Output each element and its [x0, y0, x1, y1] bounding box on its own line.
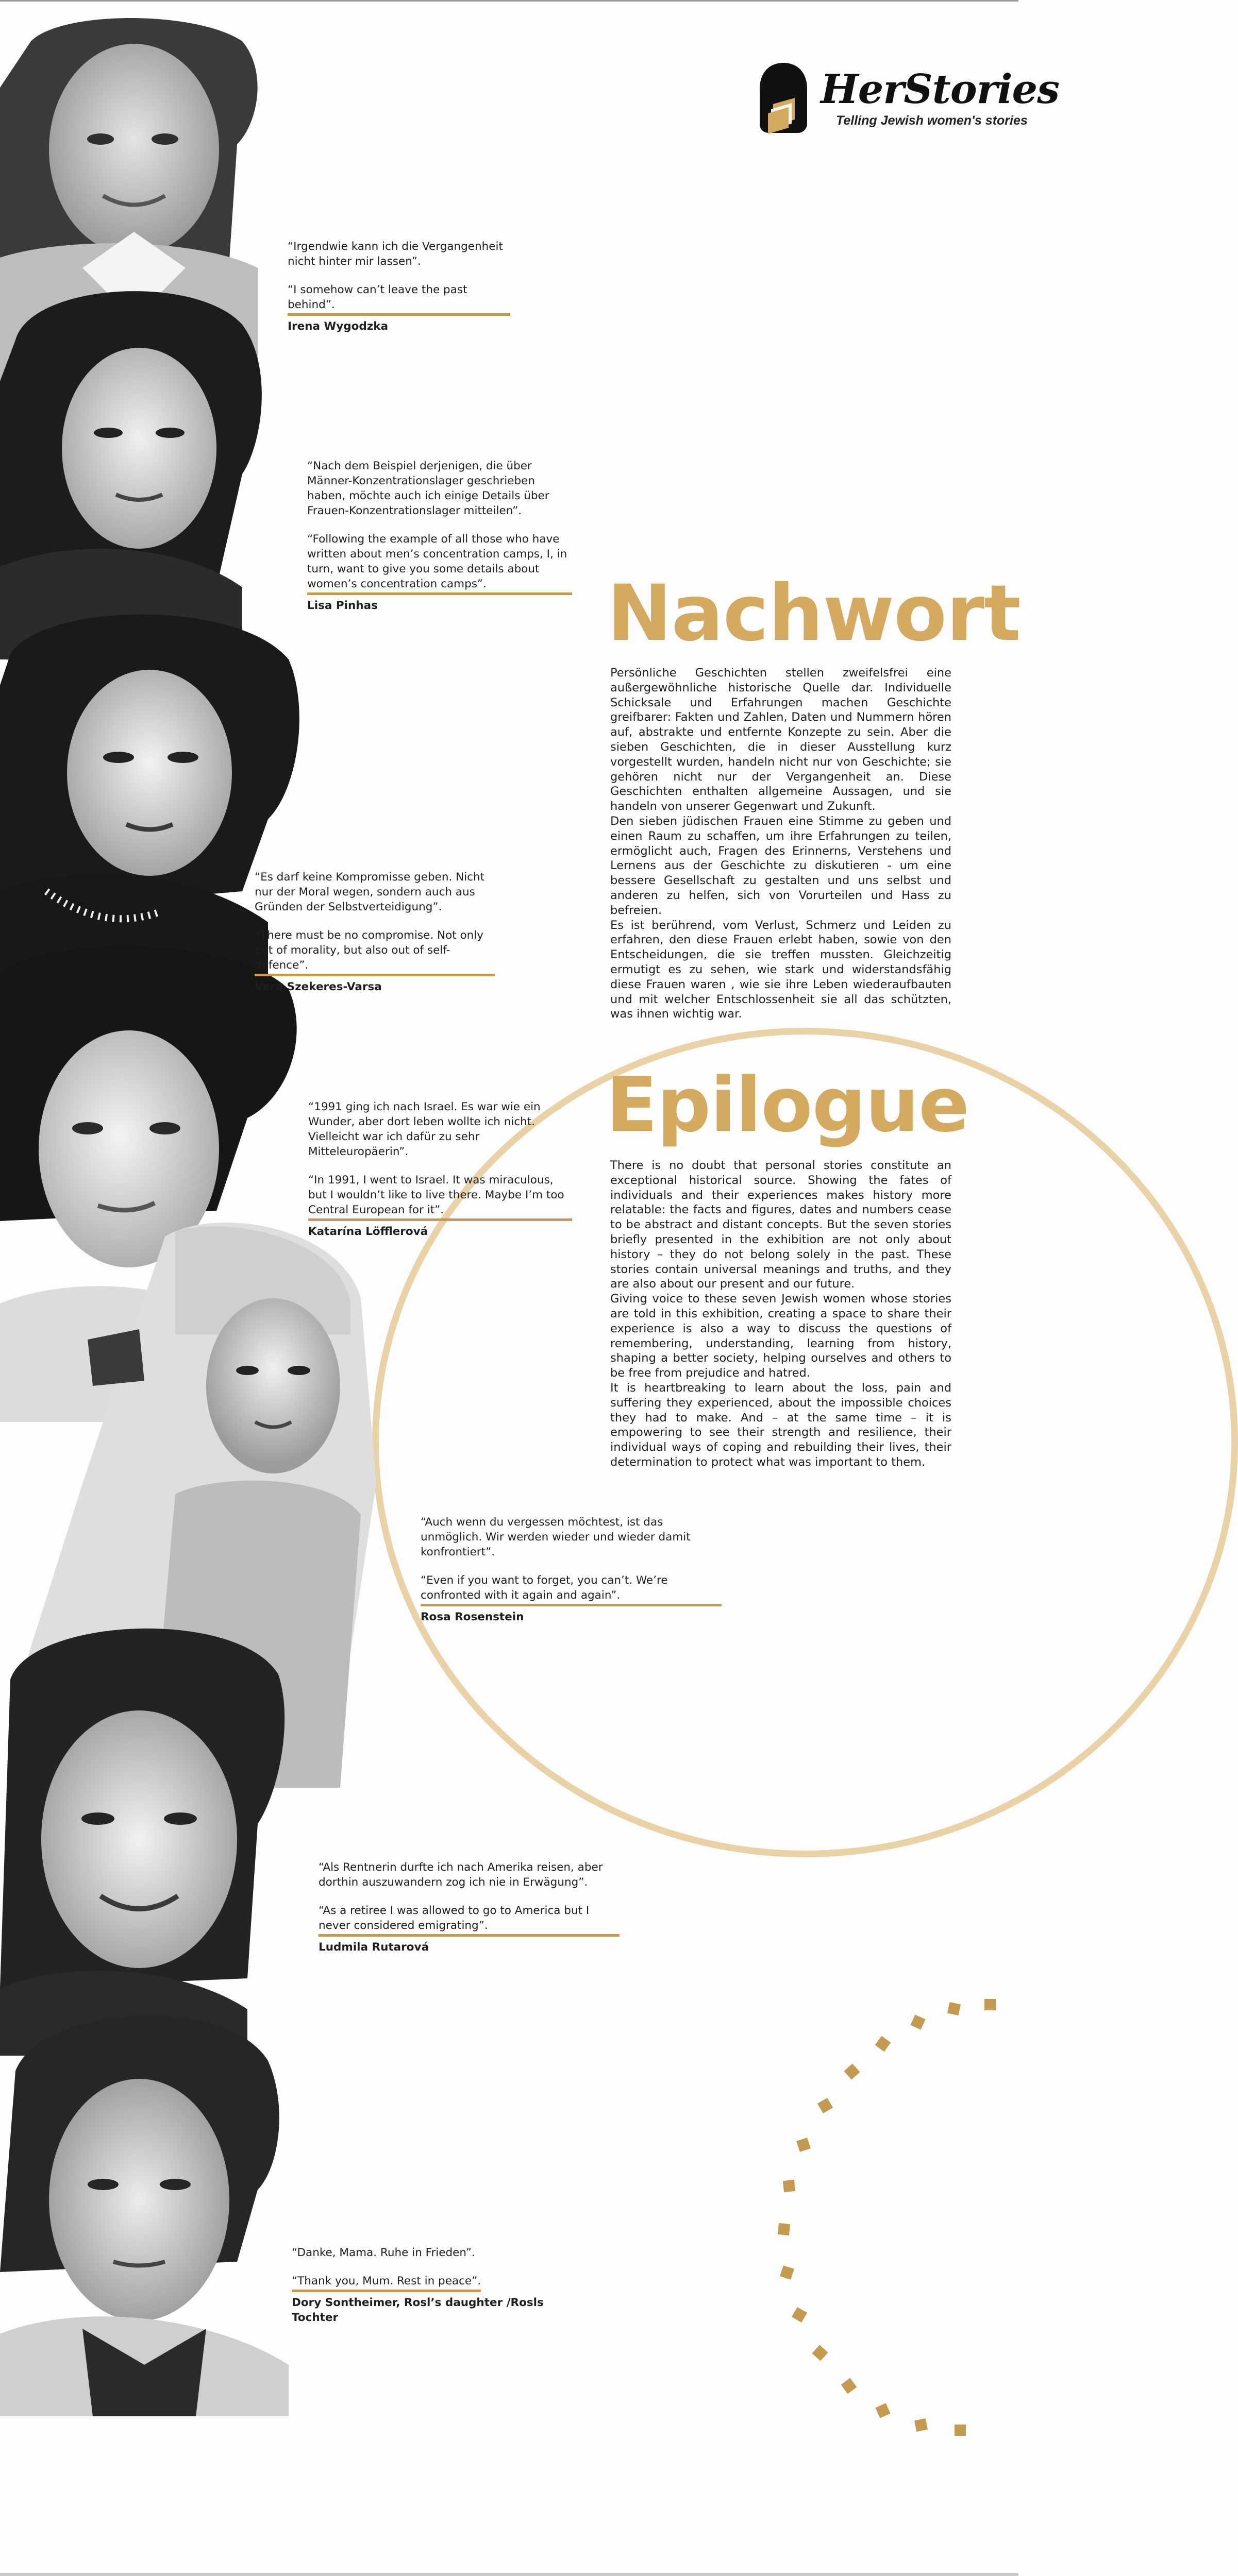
quote-german: “Auch wenn du vergessen möchtest, ist das unmöglich. Wir werden wieder und wieder damit konfrontiert”.: [421, 1516, 691, 1558]
quote-german: “Nach dem Beispiel derjenigen, die über Männer-Konzentrationslager geschrieben haben, möchte auch ich einige Details über Frauen-Konzentrationslager mitteilen”.: [307, 460, 549, 517]
epilogue-paragraph: Giving voice to these seven Jewish women whose stories are told in this exhibition, creating a space to share their experience is also a way to discuss the questions of remembering, understanding, learning from history, shaping a better society, helping ourselves and others to be free from prejudice and hatred.: [610, 1292, 951, 1380]
nachwort-body: [610, 666, 951, 1022]
quote-english: “There must be no compromise. Not only out of morality, but also out of self-defence”.: [255, 928, 495, 976]
quote-irena-wygodzka: [288, 239, 510, 334]
quote-author: Lisa Pinhas: [307, 599, 378, 612]
quote-author: Katarína Löfflerová: [308, 1225, 428, 1238]
quote-english: “Following the example of all those who have written about men’s concentration camps, I, in turn, want to give you some details about women’s concentration camps”.: [307, 532, 572, 595]
quote-english: “Even if you want to forget, you can’t. We’re confronted with it again and again”.: [421, 1573, 722, 1606]
portrait-lisa-pinhas: [0, 278, 268, 659]
top-border: [0, 0, 1018, 2]
quote-english: “Thank you, Mum. Rest in peace”.: [292, 2274, 481, 2292]
quote-german: “1991 ging ich nach Israel. Es war wie ein Wunder, aber dort leben wollte ich nicht. Vielleicht war ich dafür zu sehr Mitteleuropäerin”.: [308, 1100, 541, 1158]
profile-head-logo-icon: [758, 62, 809, 134]
quote-vera-szekeres-varsa: [255, 870, 495, 994]
quote-author: Irena Wygodzka: [288, 320, 389, 333]
nachwort-heading: Nachwort: [607, 569, 1020, 658]
nachwort-paragraph: Es ist berührend, vom Verlust, Schmerz und Leiden zu erfahren, den diese Frauen erlebt haben, sowie von den Entscheidungen, die sie treffen mussten. Gleichzeitig ermutigt es zu sehen, wie stark und widerstandsfähig diese Frauen waren , wie sie ihre Leben wiederaufbauten und mit welcher Entschlossenheit sie all das schützten, was ihnen wichtig war.: [610, 918, 951, 1021]
logo-tagline: Telling Jewish women's stories: [836, 113, 1028, 128]
quote-author: Vera Szekeres-Varsa: [255, 980, 382, 993]
epilogue-paragraph: It is heartbreaking to learn about the loss, pain and suffering they experienced, about the impossible choices they had to make. And – at the same time – it is empowering to see their strength and resilience, their individual ways of coping and rebuilding their lives, their determination to protect what was important to them.: [610, 1381, 951, 1469]
portrait-rosl-sontheimer: [0, 1994, 304, 2416]
quote-author: Rosa Rosenstein: [421, 1611, 524, 1623]
quote-dory-sontheimer: [292, 2245, 560, 2325]
quote-katarina-lofflerova: [308, 1099, 572, 1239]
dotted-arc-decoration: [742, 1989, 1018, 2442]
epilogue-paragraph: There is no doubt that personal stories constitute an exceptional historical source. Showing the fates of individuals and their experiences makes history more relatable: the facts and figures, dates and numbers cease to be abstract and distant concepts. But the seven stories briefly presented in the exhibition are not only about history – they do not belong solely in the past. These stories contain universal meanings and truths, and they are also about our present and our future.: [610, 1159, 951, 1291]
nachwort-paragraph: Persönliche Geschichten stellen zweifelsfrei eine außergewöhnliche historische Quelle dar. Individuelle Schicksale und Erfahrungen machen Geschichte greifbarer: Fakten und Zahlen, Daten und Nummern hören auf, abstrakte und entfernte Konzepte zu sein. Aber die sieben Geschichten, die in dieser Ausstellung kurz vorgestellt wurden, handeln nicht nur von Geschichte; sie gehören nicht nur der Vergangenheit an. Diese Geschichten enthalten allgemeine Aussagen, und sie handeln von unserer Gegenwart und Zukunft.: [610, 666, 951, 814]
quote-lisa-pinhas: [307, 459, 572, 613]
quote-german: “Es darf keine Kompromisse geben. Nicht nur der Moral wegen, sondern auch aus Gründen der Selbstverteidigung”.: [255, 871, 485, 913]
quote-author: Dory Sontheimer, Rosl’s daughter /Rosls Tochter: [292, 2296, 544, 2324]
epilogue-heading: Epilogue: [606, 1061, 969, 1149]
quote-rosa-rosenstein: [421, 1515, 722, 1624]
quote-german: “Irgendwie kann ich die Vergangenheit nicht hinter mir lassen”.: [288, 240, 503, 268]
logo-wordmark: HerStories: [821, 66, 1060, 113]
quote-english: “As a retiree I was allowed to go to America but I never considered emigrating”.: [319, 1903, 620, 1937]
quote-german: “Danke, Mama. Ruhe in Frieden”.: [292, 2246, 475, 2259]
herstories-logo: [758, 62, 1060, 134]
portrait-ludmila-rutarova: [0, 1618, 289, 2056]
nachwort-paragraph: Den sieben jüdischen Frauen eine Stimme zu geben und einen Raum zu schaffen, um ihre Erfahrungen zu teilen, ermöglicht auch, Fragen des Erinnerns, Verstehens und Lernens aus der Geschichte zu diskutieren - um eine bessere Gesellschaft zu gestalten und uns selbst und anderen zu helfen, sich von Vorurteilen und Hass zu befreien.: [610, 814, 951, 917]
quote-german: “Als Rentnerin durfte ich nach Amerika reisen, aber dorthin auszuwandern zog ich nie in Erwägung”.: [319, 1861, 603, 1889]
bottom-border: [0, 2573, 1018, 2576]
quote-english: “In 1991, I went to Israel. It was miraculous, but I wouldn’t like to live there. Maybe I’m too Central European for it”.: [308, 1173, 572, 1221]
quote-author: Ludmila Rutarová: [319, 1941, 429, 1954]
quote-ludmila-rutarova: [319, 1860, 620, 1955]
quote-english: “I somehow can’t leave the past behind”.: [288, 282, 510, 316]
epilogue-body: [610, 1158, 951, 1470]
